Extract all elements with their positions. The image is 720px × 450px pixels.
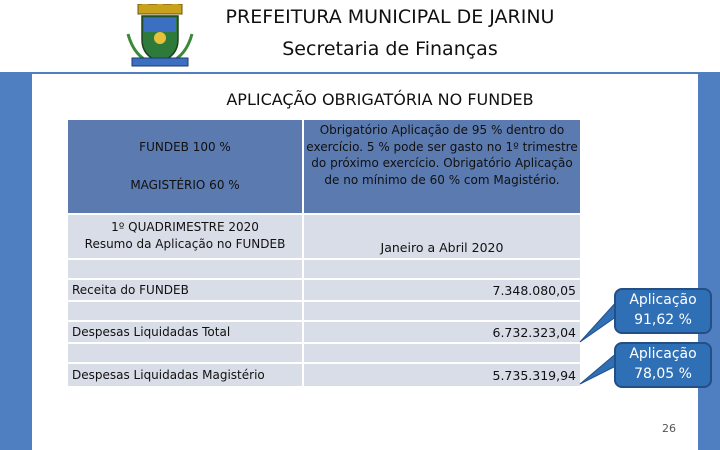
magisterio-label: MAGISTÉRIO 60 %: [130, 178, 240, 192]
right-accent-bar: [698, 72, 720, 450]
spacer-row: [68, 260, 302, 278]
spacer-row: [304, 260, 580, 278]
receita-value: 7.348.080,05: [492, 283, 576, 298]
summary-line1: 1º QUADRIMESTRE 2020: [111, 220, 259, 234]
obligation-text: Obrigatório Aplicação de 95 % dentro do exercício. 5 % pode ser gasto no 1º trimestre do próximo exercício. Obrigatório Aplicação de no mínimo de 60 % com Magistério.: [306, 123, 578, 187]
callout-label: Aplicação: [629, 346, 697, 362]
callout-value: 91,62 %: [634, 312, 692, 328]
despesas-total-value: 6.732.323,04: [492, 325, 576, 340]
department-title: Secretaria de Finanças: [282, 38, 498, 60]
despesas-magisterio-label: Despesas Liquidadas Magistério: [72, 368, 265, 382]
left-accent-bar: [0, 72, 32, 450]
receita-label: Receita do FUNDEB: [72, 283, 189, 297]
period-label: Janeiro a Abril 2020: [380, 240, 504, 255]
header-divider: [0, 72, 720, 74]
callout-aplicacao-total: [614, 288, 712, 334]
spacer-row: [68, 344, 302, 362]
despesas-total-label: Despesas Liquidadas Total: [72, 325, 231, 339]
spacer-row: [304, 344, 580, 362]
callout-value: 78,05 %: [634, 366, 692, 382]
callout-label: Aplicação: [629, 292, 697, 308]
fundeb-header-block: [68, 120, 302, 213]
callout-aplicacao-magisterio: [614, 342, 712, 388]
municipality-title: PREFEITURA MUNICIPAL DE JARINU: [225, 6, 555, 28]
fundeb-label: FUNDEB 100 %: [139, 140, 231, 154]
spacer-row: [68, 302, 302, 320]
slide-title: APLICAÇÃO OBRIGATÓRIA NO FUNDEB: [226, 90, 534, 109]
spacer-row: [304, 302, 580, 320]
page-number: 26: [662, 422, 676, 435]
summary-line2: Resumo da Aplicação no FUNDEB: [84, 237, 286, 251]
despesas-magisterio-value: 5.735.319,94: [492, 368, 576, 383]
